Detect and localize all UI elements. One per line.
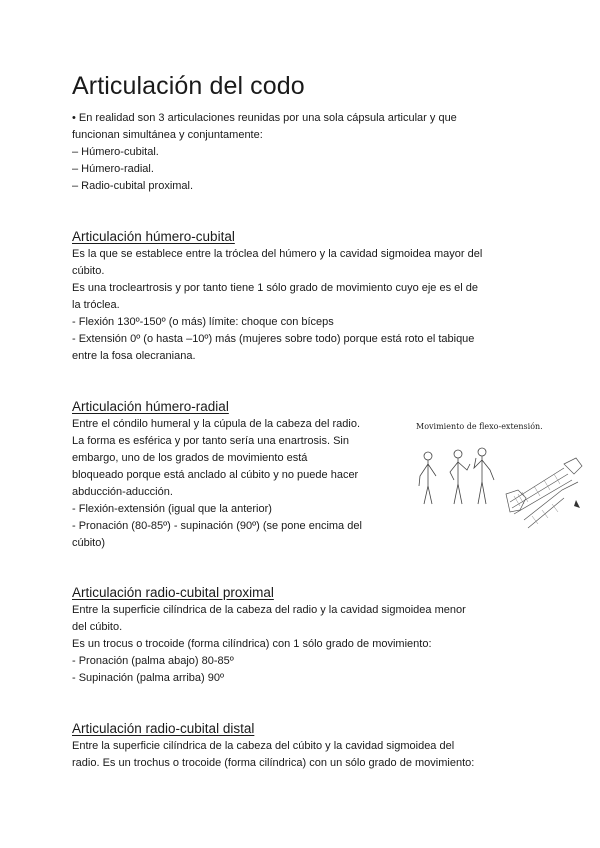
section-radio-cubital-distal — [72, 720, 532, 772]
section-line: - Flexión-extensión (igual que la anterior) — [72, 503, 272, 515]
section-line: cúbito) — [72, 537, 106, 549]
section-line: radio. Es un trochus o trocoide (forma cilíndrica) con un sólo grado de movimiento: — [72, 757, 475, 769]
section-heading: Articulación radio-cubital distal — [72, 721, 255, 736]
flexo-extension-figure — [414, 420, 586, 540]
intro-line: – Húmero-radial. — [72, 163, 154, 175]
section-heading: Articulación húmero-cubital — [72, 229, 235, 244]
section-line: entre la fosa olecraniana. — [72, 350, 196, 362]
section-line: - Pronación (80-85º) - supinación (90º) (se pone encima del — [72, 520, 362, 532]
section-line: Es un trocus o trocoide (forma cilíndrica) con 1 sólo grado de movimiento: — [72, 638, 432, 650]
section-line: - Flexión 130º-150º (o más) límite: choque con bíceps — [72, 316, 334, 328]
arrow-icon — [574, 500, 580, 508]
intro-line: – Radio-cubital proximal. — [72, 180, 194, 192]
intro-line: funcionan simultánea y conjuntamente: — [72, 129, 263, 141]
section-heading: Articulación húmero-radial — [72, 399, 229, 414]
section-line: - Extensión 0º (o hasta –10º) más (mujeres sobre todo) porque está roto el tabique — [72, 333, 475, 345]
section-radio-cubital-proximal — [72, 584, 532, 687]
section-humero-radial — [72, 398, 402, 552]
figure-caption: Movimiento de flexo-extensión. — [416, 422, 543, 431]
arm-movement-sketch — [414, 420, 586, 540]
intro-line: – Húmero-cubital. — [72, 146, 159, 158]
section-line: abducción-aducción. — [72, 486, 173, 498]
section-line: Entre la superficie cilíndrica de la cabeza del radio y la cavidad sigmoidea menor — [72, 604, 466, 616]
intro-paragraph — [72, 110, 532, 195]
intro-line: • En realidad son 3 articulaciones reunidas por una sola cápsula articular y que — [72, 112, 457, 124]
section-heading: Articulación radio-cubital proximal — [72, 585, 274, 600]
section-line: embargo, uno de los grados de movimiento está — [72, 452, 308, 464]
section-line: Es la que se establece entre la tróclea del húmero y la cavidad sigmoidea mayor del — [72, 248, 483, 260]
section-humero-cubital — [72, 228, 532, 365]
section-line: La forma es esférica y por tanto sería una enartrosis. Sin — [72, 435, 349, 447]
section-line: cúbito. — [72, 265, 105, 277]
section-line: Entre el cóndilo humeral y la cúpula de la cabeza del radio. — [72, 418, 361, 430]
section-line: bloqueado porque está anclado al cúbito y no puede hacer — [72, 469, 359, 481]
section-line: - Pronación (palma abajo) 80-85º — [72, 655, 234, 667]
page-title: Articulación del codo — [72, 72, 305, 100]
section-line: Es una trocleartrosis y por tanto tiene 1 sólo grado de movimiento cuyo eje es el de — [72, 282, 479, 294]
section-line: Entre la superficie cilíndrica de la cabeza del cúbito y la cavidad sigmoidea del — [72, 740, 455, 752]
section-line: la tróclea. — [72, 299, 120, 311]
section-line: del cúbito. — [72, 621, 123, 633]
section-line: - Supinación (palma arriba) 90º — [72, 672, 224, 684]
